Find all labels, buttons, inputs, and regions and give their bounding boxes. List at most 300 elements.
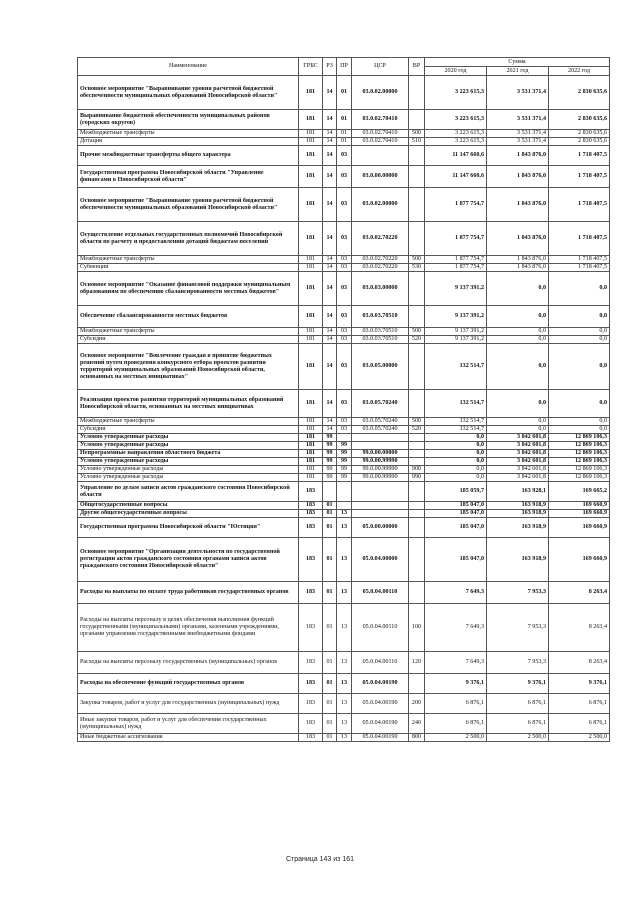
cell-2022: 2 830 635,6: [549, 110, 610, 130]
cell-2021: 1 843 876,0: [487, 146, 549, 166]
table-row: [78, 336, 610, 344]
cell-csr: 03.0.02.70220: [352, 256, 409, 264]
cell-vr: 990: [409, 474, 425, 482]
cell-rz: 01: [323, 518, 337, 538]
cell-name: Условно утвержденные расходы: [78, 434, 299, 442]
table-row: [78, 502, 610, 510]
cell-rz: 99: [323, 434, 337, 442]
cell-2021: 2 500,0: [487, 734, 549, 742]
cell-name: Государственная программа Новосибирской области "Управление финансами в Новосибирской области": [78, 166, 299, 188]
cell-grbs: 181: [299, 272, 323, 306]
cell-rz: 01: [323, 714, 337, 734]
cell-2022: 0,0: [549, 272, 610, 306]
cell-name: Общегосударственные вопросы: [78, 502, 299, 510]
cell-csr: 05.0.04.00190: [352, 694, 409, 714]
cell-name: Дотации: [78, 138, 299, 146]
cell-2022: 2 830 635,6: [549, 76, 610, 110]
cell-2022: 0,0: [549, 336, 610, 344]
cell-pr: 13: [337, 582, 352, 604]
cell-vr: [409, 510, 425, 518]
cell-rz: 14: [323, 166, 337, 188]
cell-2022: 2 830 635,6: [549, 130, 610, 138]
cell-2022: 0,0: [549, 344, 610, 390]
cell-name: Расходы на выплаты персоналу государственных (муниципальных) органов: [78, 652, 299, 674]
cell-2021: 3 842 601,8: [487, 434, 549, 442]
table-row: [78, 418, 610, 426]
cell-grbs: 181: [299, 222, 323, 256]
cell-2021: 1 843 876,0: [487, 264, 549, 272]
cell-2021: 3 531 371,4: [487, 138, 549, 146]
cell-2022: 0,0: [549, 390, 610, 418]
cell-pr: 13: [337, 538, 352, 582]
cell-2022: 0,0: [549, 418, 610, 426]
cell-grbs: 181: [299, 466, 323, 474]
table-row: [78, 256, 610, 264]
table-row: [78, 76, 610, 110]
col-header-vr: ВР: [409, 58, 425, 76]
cell-pr: 03: [337, 264, 352, 272]
cell-2020: 1 877 754,7: [425, 188, 487, 222]
cell-vr: [409, 390, 425, 418]
cell-2022: 1 718 407,5: [549, 188, 610, 222]
cell-rz: 01: [323, 510, 337, 518]
cell-2021: 3 531 371,4: [487, 110, 549, 130]
table-row: [78, 110, 610, 130]
cell-2020: 132 514,7: [425, 390, 487, 418]
cell-2022: 169 660,9: [549, 502, 610, 510]
cell-2021: 7 953,3: [487, 582, 549, 604]
cell-vr: 530: [409, 264, 425, 272]
cell-2022: 2 830 635,6: [549, 138, 610, 146]
cell-2021: 1 843 876,0: [487, 222, 549, 256]
cell-2021: 0,0: [487, 306, 549, 328]
cell-2020: 3 223 615,3: [425, 76, 487, 110]
cell-name: Основное мероприятие "Организация деятельности по государственной регистрации актов гражданского состояния органами записи актов гражданского состояния Новосибирской области": [78, 538, 299, 582]
cell-vr: [409, 582, 425, 604]
cell-2022: 8 263,4: [549, 582, 610, 604]
cell-2021: 163 918,9: [487, 518, 549, 538]
cell-csr: [352, 502, 409, 510]
cell-csr: 03.0.03.00000: [352, 272, 409, 306]
cell-csr: 99.0.00.00000: [352, 450, 409, 458]
cell-name: Субсидии: [78, 426, 299, 434]
cell-grbs: 181: [299, 336, 323, 344]
cell-csr: 03.0.03.70510: [352, 336, 409, 344]
cell-2020: 9 137 391,2: [425, 328, 487, 336]
cell-2022: 12 869 106,3: [549, 466, 610, 474]
cell-csr: 03.0.02.00000: [352, 76, 409, 110]
cell-rz: 01: [323, 674, 337, 694]
cell-vr: [409, 518, 425, 538]
cell-pr: 03: [337, 426, 352, 434]
cell-2020: 9 137 391,2: [425, 272, 487, 306]
table-row: [78, 714, 610, 734]
cell-pr: 99: [337, 450, 352, 458]
cell-2021: 163 918,9: [487, 538, 549, 582]
table-row: [78, 264, 610, 272]
cell-pr: 01: [337, 110, 352, 130]
table-row: [78, 466, 610, 474]
cell-pr: [337, 482, 352, 502]
cell-grbs: 181: [299, 458, 323, 466]
cell-2020: 185 059,7: [425, 482, 487, 502]
cell-2022: 169 660,9: [549, 510, 610, 518]
cell-2020: 9 137 391,2: [425, 336, 487, 344]
table-row: [78, 538, 610, 582]
cell-rz: 14: [323, 336, 337, 344]
cell-name: Иные бюджетные ассигнования: [78, 734, 299, 742]
cell-pr: [337, 502, 352, 510]
cell-2022: 1 718 407,5: [549, 256, 610, 264]
cell-2021: 1 843 876,0: [487, 256, 549, 264]
cell-csr: [352, 146, 409, 166]
cell-2021: 1 843 876,0: [487, 188, 549, 222]
cell-name: Расходы на выплаты персоналу в целях обеспечения выполнения функций государственными (муниципальными) органами, казенными учреждениями, органами управления государственными внебюджетными фондами: [78, 604, 299, 652]
table-row: [78, 458, 610, 466]
cell-2021: 3 842 601,8: [487, 474, 549, 482]
page-number: Страница 143 из 161: [285, 856, 355, 863]
cell-name: Межбюджетные трансферты: [78, 418, 299, 426]
table-row: [78, 146, 610, 166]
cell-pr: 03: [337, 272, 352, 306]
cell-2022: 12 869 106,3: [549, 474, 610, 482]
cell-2021: 0,0: [487, 328, 549, 336]
cell-2020: 2 500,0: [425, 734, 487, 742]
cell-2020: 185 047,0: [425, 518, 487, 538]
cell-2022: 12 869 106,3: [549, 434, 610, 442]
cell-name: Управление по делам записи актов гражданского состояния Новосибирской области: [78, 482, 299, 502]
cell-pr: 13: [337, 734, 352, 742]
cell-grbs: 181: [299, 434, 323, 442]
col-header-sum: Сумма: [425, 58, 610, 67]
cell-2020: 3 223 615,3: [425, 138, 487, 146]
cell-csr: 03.0.02.70220: [352, 222, 409, 256]
cell-2021: 3 531 371,4: [487, 76, 549, 110]
cell-grbs: 183: [299, 518, 323, 538]
cell-pr: 13: [337, 518, 352, 538]
cell-csr: 05.0.04.00000: [352, 538, 409, 582]
col-header-rz: РЗ: [323, 58, 337, 76]
cell-rz: 14: [323, 426, 337, 434]
cell-vr: 240: [409, 714, 425, 734]
cell-rz: 14: [323, 344, 337, 390]
cell-2020: 3 223 615,3: [425, 110, 487, 130]
cell-2022: 169 660,9: [549, 518, 610, 538]
cell-pr: 03: [337, 390, 352, 418]
cell-2020: 185 047,0: [425, 502, 487, 510]
cell-2022: 0,0: [549, 306, 610, 328]
cell-2020: 3 223 615,3: [425, 130, 487, 138]
cell-csr: [352, 434, 409, 442]
cell-2020: 0,0: [425, 474, 487, 482]
cell-vr: [409, 482, 425, 502]
cell-pr: 13: [337, 694, 352, 714]
cell-2022: 8 263,4: [549, 604, 610, 652]
cell-rz: 99: [323, 466, 337, 474]
table-row: [78, 390, 610, 418]
cell-vr: [409, 538, 425, 582]
cell-csr: 03.0.02.70220: [352, 264, 409, 272]
cell-2020: 11 147 660,6: [425, 146, 487, 166]
cell-pr: 13: [337, 714, 352, 734]
cell-pr: 01: [337, 138, 352, 146]
cell-2022: 0,0: [549, 426, 610, 434]
cell-rz: 01: [323, 538, 337, 582]
cell-rz: 14: [323, 306, 337, 328]
cell-2020: 0,0: [425, 442, 487, 450]
cell-pr: 03: [337, 166, 352, 188]
cell-pr: 03: [337, 146, 352, 166]
cell-2022: 9 376,1: [549, 674, 610, 694]
cell-grbs: 183: [299, 604, 323, 652]
cell-csr: 05.0.04.00110: [352, 582, 409, 604]
cell-2021: 0,0: [487, 344, 549, 390]
cell-2020: 132 514,7: [425, 426, 487, 434]
cell-vr: 500: [409, 130, 425, 138]
cell-rz: 14: [323, 264, 337, 272]
budget-table-container: [77, 57, 609, 742]
cell-2021: 0,0: [487, 272, 549, 306]
cell-rz: 14: [323, 188, 337, 222]
cell-csr: 05.0.04.00190: [352, 714, 409, 734]
cell-2021: 6 876,1: [487, 694, 549, 714]
cell-grbs: 181: [299, 306, 323, 328]
cell-2020: 1 877 754,7: [425, 256, 487, 264]
cell-pr: 99: [337, 466, 352, 474]
cell-pr: 99: [337, 474, 352, 482]
table-body: [78, 76, 610, 742]
cell-2020: 7 649,3: [425, 582, 487, 604]
table-row: [78, 652, 610, 674]
cell-name: Межбюджетные трансферты: [78, 130, 299, 138]
table-row: [78, 474, 610, 482]
cell-rz: 99: [323, 442, 337, 450]
table-row: [78, 272, 610, 306]
cell-pr: 01: [337, 130, 352, 138]
cell-rz: 01: [323, 734, 337, 742]
cell-pr: 13: [337, 510, 352, 518]
cell-2020: 132 514,7: [425, 418, 487, 426]
cell-csr: 03.0.02.70410: [352, 130, 409, 138]
table-row: [78, 510, 610, 518]
cell-2021: 7 953,3: [487, 604, 549, 652]
col-header-grbs: ГРБС: [299, 58, 323, 76]
cell-2022: 0,0: [549, 328, 610, 336]
cell-vr: [409, 188, 425, 222]
cell-name: Основное мероприятие "Выравнивание уровня расчетной бюджетной обеспеченности муниципальных образований Новосибирской области": [78, 188, 299, 222]
cell-2022: 1 718 407,5: [549, 166, 610, 188]
cell-rz: 14: [323, 76, 337, 110]
cell-2021: 7 953,3: [487, 652, 549, 674]
cell-rz: 14: [323, 110, 337, 130]
cell-csr: 03.0.03.70510: [352, 328, 409, 336]
cell-rz: 99: [323, 458, 337, 466]
cell-csr: 99.0.00.99990: [352, 474, 409, 482]
table-row: [78, 166, 610, 188]
cell-rz: 14: [323, 138, 337, 146]
cell-2021: 0,0: [487, 390, 549, 418]
table-row: [78, 328, 610, 336]
cell-name: Государственная программа Новосибирской области "Юстиция": [78, 518, 299, 538]
cell-name: Другие общегосударственные вопросы: [78, 510, 299, 518]
cell-2021: 1 843 876,0: [487, 166, 549, 188]
table-row: [78, 694, 610, 714]
table-row: [78, 442, 610, 450]
table-row: [78, 138, 610, 146]
cell-2021: 0,0: [487, 426, 549, 434]
cell-rz: 14: [323, 418, 337, 426]
cell-vr: 200: [409, 694, 425, 714]
cell-grbs: 181: [299, 418, 323, 426]
cell-rz: 14: [323, 328, 337, 336]
cell-grbs: 183: [299, 510, 323, 518]
cell-csr: [352, 482, 409, 502]
table-row: [78, 450, 610, 458]
cell-pr: 99: [337, 442, 352, 450]
table-row: [78, 188, 610, 222]
cell-csr: 03.0.05.70240: [352, 418, 409, 426]
cell-name: Межбюджетные трансферты: [78, 328, 299, 336]
cell-2020: 6 876,1: [425, 694, 487, 714]
cell-2020: 0,0: [425, 466, 487, 474]
cell-grbs: 181: [299, 130, 323, 138]
cell-rz: 01: [323, 582, 337, 604]
cell-grbs: 181: [299, 146, 323, 166]
cell-pr: 03: [337, 336, 352, 344]
cell-grbs: 181: [299, 328, 323, 336]
cell-pr: 13: [337, 652, 352, 674]
cell-pr: 03: [337, 344, 352, 390]
cell-grbs: 183: [299, 734, 323, 742]
cell-vr: [409, 306, 425, 328]
cell-name: Условно утвержденные расходы: [78, 474, 299, 482]
table-row: [78, 222, 610, 256]
cell-grbs: 181: [299, 166, 323, 188]
cell-pr: 03: [337, 306, 352, 328]
cell-2020: 0,0: [425, 450, 487, 458]
cell-pr: 03: [337, 256, 352, 264]
cell-vr: [409, 344, 425, 390]
col-header-2022: 2022 год: [549, 67, 610, 76]
table-row: [78, 344, 610, 390]
table-row: [78, 434, 610, 442]
cell-grbs: 181: [299, 138, 323, 146]
col-header-2020: 2020 год: [425, 67, 487, 76]
cell-csr: [352, 510, 409, 518]
cell-vr: [409, 502, 425, 510]
cell-csr: 03.0.05.00000: [352, 344, 409, 390]
table-row: [78, 426, 610, 434]
cell-2022: 12 869 106,3: [549, 458, 610, 466]
cell-pr: 13: [337, 674, 352, 694]
cell-vr: 500: [409, 418, 425, 426]
cell-pr: 99: [337, 458, 352, 466]
cell-2022: 2 500,0: [549, 734, 610, 742]
cell-vr: [409, 434, 425, 442]
cell-csr: 03.0.00.00000: [352, 166, 409, 188]
cell-grbs: 181: [299, 344, 323, 390]
cell-2020: 7 649,3: [425, 604, 487, 652]
cell-csr: [352, 442, 409, 450]
cell-2022: 12 869 106,3: [549, 442, 610, 450]
cell-vr: [409, 166, 425, 188]
cell-2020: 0,0: [425, 458, 487, 466]
cell-csr: 05.0.04.00110: [352, 604, 409, 652]
cell-name: Расходы на выплаты по оплате труда работников государственных органов: [78, 582, 299, 604]
cell-pr: 03: [337, 188, 352, 222]
cell-name: Прочие межбюджетные трансферты общего характера: [78, 146, 299, 166]
cell-2020: 6 876,1: [425, 714, 487, 734]
cell-csr: 05.0.04.00190: [352, 674, 409, 694]
table-row: [78, 674, 610, 694]
cell-csr: 03.0.05.70240: [352, 390, 409, 418]
cell-grbs: 183: [299, 482, 323, 502]
cell-name: Субсидии: [78, 336, 299, 344]
cell-rz: 14: [323, 256, 337, 264]
cell-grbs: 181: [299, 442, 323, 450]
cell-vr: 520: [409, 426, 425, 434]
cell-vr: 800: [409, 734, 425, 742]
cell-2021: 9 376,1: [487, 674, 549, 694]
col-header-pr: ПР: [337, 58, 352, 76]
cell-2020: 132 514,7: [425, 344, 487, 390]
cell-vr: 100: [409, 604, 425, 652]
cell-grbs: 183: [299, 652, 323, 674]
cell-vr: 510: [409, 138, 425, 146]
cell-2022: 6 876,1: [549, 694, 610, 714]
cell-csr: 03.0.03.70510: [352, 306, 409, 328]
cell-grbs: 181: [299, 76, 323, 110]
cell-csr: 99.0.00.99990: [352, 458, 409, 466]
col-header-csr: ЦСР: [352, 58, 409, 76]
cell-name: Осуществление отдельных государственных полномочий Новосибирской области по расчету и предоставлению дотаций бюджетам поселений: [78, 222, 299, 256]
cell-name: Обеспечение сбалансированности местных бюджетов: [78, 306, 299, 328]
cell-grbs: 183: [299, 582, 323, 604]
cell-rz: 01: [323, 502, 337, 510]
cell-2021: 0,0: [487, 336, 549, 344]
cell-vr: 500: [409, 328, 425, 336]
cell-2021: 3 842 601,8: [487, 458, 549, 466]
cell-pr: [337, 434, 352, 442]
cell-2020: 1 877 754,7: [425, 222, 487, 256]
cell-2021: 0,0: [487, 418, 549, 426]
cell-name: Основное мероприятие "Оказание финансовой поддержки муниципальным образованиям по обеспечению сбалансированности местных бюджетов": [78, 272, 299, 306]
col-header-2021: 2021 год: [487, 67, 549, 76]
cell-vr: [409, 110, 425, 130]
cell-grbs: 183: [299, 674, 323, 694]
cell-2022: 1 718 407,5: [549, 264, 610, 272]
col-header-name: Наименование: [78, 58, 299, 76]
cell-name: Условно утвержденные расходы: [78, 442, 299, 450]
cell-grbs: 183: [299, 714, 323, 734]
cell-2022: 6 876,1: [549, 714, 610, 734]
table-row: [78, 604, 610, 652]
cell-rz: 01: [323, 694, 337, 714]
cell-name: Основное мероприятие "Вовлечение граждан в принятие бюджетных решений путем проведения конкурсного отбора проектов развития территорий муниципальных образований Новосибирской области, основанных на местных инициативах": [78, 344, 299, 390]
cell-pr: 03: [337, 418, 352, 426]
cell-name: Субвенции: [78, 264, 299, 272]
cell-vr: [409, 146, 425, 166]
cell-csr: 99.0.00.99990: [352, 466, 409, 474]
cell-name: Иные закупки товаров, работ и услуг для обеспечения государственных (муниципальных) нужд: [78, 714, 299, 734]
cell-name: Межбюджетные трансферты: [78, 256, 299, 264]
cell-vr: 520: [409, 336, 425, 344]
cell-csr: 05.0.04.00110: [352, 652, 409, 674]
cell-name: Основное мероприятие "Выравнивание уровня расчетной бюджетной обеспеченности муниципальных образований Новосибирской области": [78, 76, 299, 110]
cell-vr: [409, 674, 425, 694]
cell-name: Условно утвержденные расходы: [78, 458, 299, 466]
cell-rz: 14: [323, 390, 337, 418]
